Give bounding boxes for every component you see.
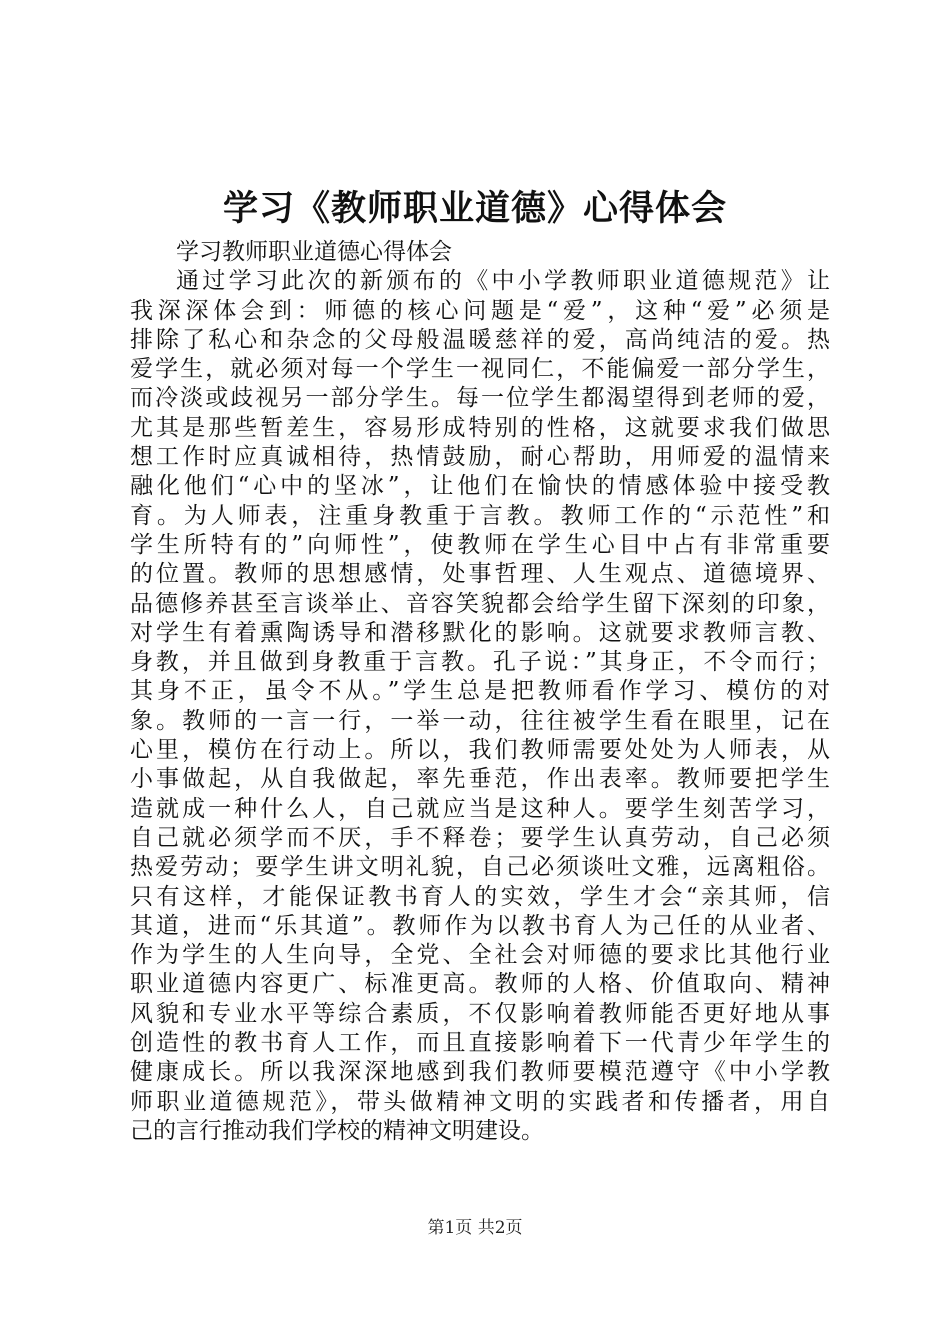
paragraph-line: 造就成一种什么人，自己就应当是这种人。要学生刻苦学习， (130, 795, 830, 822)
document-title: 学习《教师职业道德》心得体会 (222, 188, 727, 229)
paragraph-line: 健康成长。所以我深深地感到我们教师要模范遵守《中小学教 (130, 1059, 830, 1086)
paragraph-line: 想工作时应真诚相待，热情鼓励，耐心帮助，用师爱的温情来 (130, 444, 830, 471)
paragraph-line: 品德修养甚至言谈举止、音容笑貌都会给学生留下深刻的印象， (130, 590, 830, 617)
paragraph-line: 我深深体会到：师德的核心问题是“爱”，这种“爱”必须是 (130, 297, 830, 324)
paragraph-line: 职业道德内容更广、标准更高。教师的人格、价值取向、精神 (130, 971, 830, 998)
paragraph-line: 尤其是那些暂差生，容易形成特别的性格，这就要求我们做思 (130, 414, 830, 441)
paragraph-line: 爱学生，就必须对每一个学生一视同仁，不能偏爱一部分学生， (130, 356, 830, 383)
paragraph-line: 心里，模仿在行动上。所以，我们教师需要处处为人师表，从 (130, 737, 830, 764)
paragraph-line: 而冷淡或歧视另一部分学生。每一位学生都渴望得到老师的爱， (130, 385, 830, 412)
paragraph-line: 作为学生的人生向导，全党、全社会对师德的要求比其他行业 (130, 942, 830, 969)
paragraph-line: 育。为人师表，注重身教重于言教。教师工作的“示范性”和 (130, 502, 830, 529)
paragraph-line: 小事做起，从自我做起，率先垂范，作出表率。教师要把学生 (130, 766, 830, 793)
paragraph-line: 的位置。教师的思想感情，处事哲理、人生观点、道德境界、 (130, 561, 830, 588)
paragraph-line: 其身不正，虽令不从。”学生总是把教师看作学习、模仿的对 (130, 678, 830, 705)
document-subtitle: 学习教师职业道德心得体会 (176, 239, 452, 265)
paragraph-line: 象。教师的一言一行，一举一动，往往被学生看在眼里，记在 (130, 707, 830, 734)
paragraph-line: 排除了私心和杂念的父母般温暖慈祥的爱，高尚纯洁的爱。热 (130, 326, 830, 353)
paragraph-line: 创造性的教书育人工作，而且直接影响着下一代青少年学生的 (130, 1030, 830, 1057)
paragraph-line: 身教，并且做到身教重于言教。孔子说：”其身正，不令而行； (130, 649, 830, 676)
paragraph-line: 通过学习此次的新颁布的《中小学教师职业道德规范》让 (176, 268, 830, 295)
paragraph-line: 己的言行推动我们学校的精神文明建设。 (130, 1117, 544, 1144)
paragraph-line: 其道，进而“乐其道”。教师作为以教书育人为己任的从业者、 (130, 912, 830, 939)
paragraph-line: 对学生有着熏陶诱导和潜移默化的影响。这就要求教师言教、 (130, 619, 830, 646)
paragraph-line: 师职业道德规范》，带头做精神文明的实践者和传播者，用自 (130, 1088, 830, 1115)
page-footer: 第1页 共2页 (427, 1218, 523, 1238)
paragraph-line: 自己就必须学而不厌，手不释卷；要学生认真劳动，自己必须 (130, 824, 830, 851)
paragraph-line: 只有这样，才能保证教书育人的实效，学生才会“亲其师，信 (130, 883, 830, 910)
paragraph-line: 风貌和专业水平等综合素质，不仅影响着教师能否更好地从事 (130, 1000, 830, 1027)
paragraph-line: 学生所特有的”向师性”，使教师在学生心目中占有非常重要 (130, 531, 830, 558)
paragraph-line: 融化他们“心中的坚冰”，让他们在愉快的情感体验中接受教 (130, 473, 830, 500)
document-body (130, 238, 830, 1146)
paragraph-line: 热爱劳动；要学生讲文明礼貌，自己必须谈吐文雅，远离粗俗。 (130, 854, 830, 881)
